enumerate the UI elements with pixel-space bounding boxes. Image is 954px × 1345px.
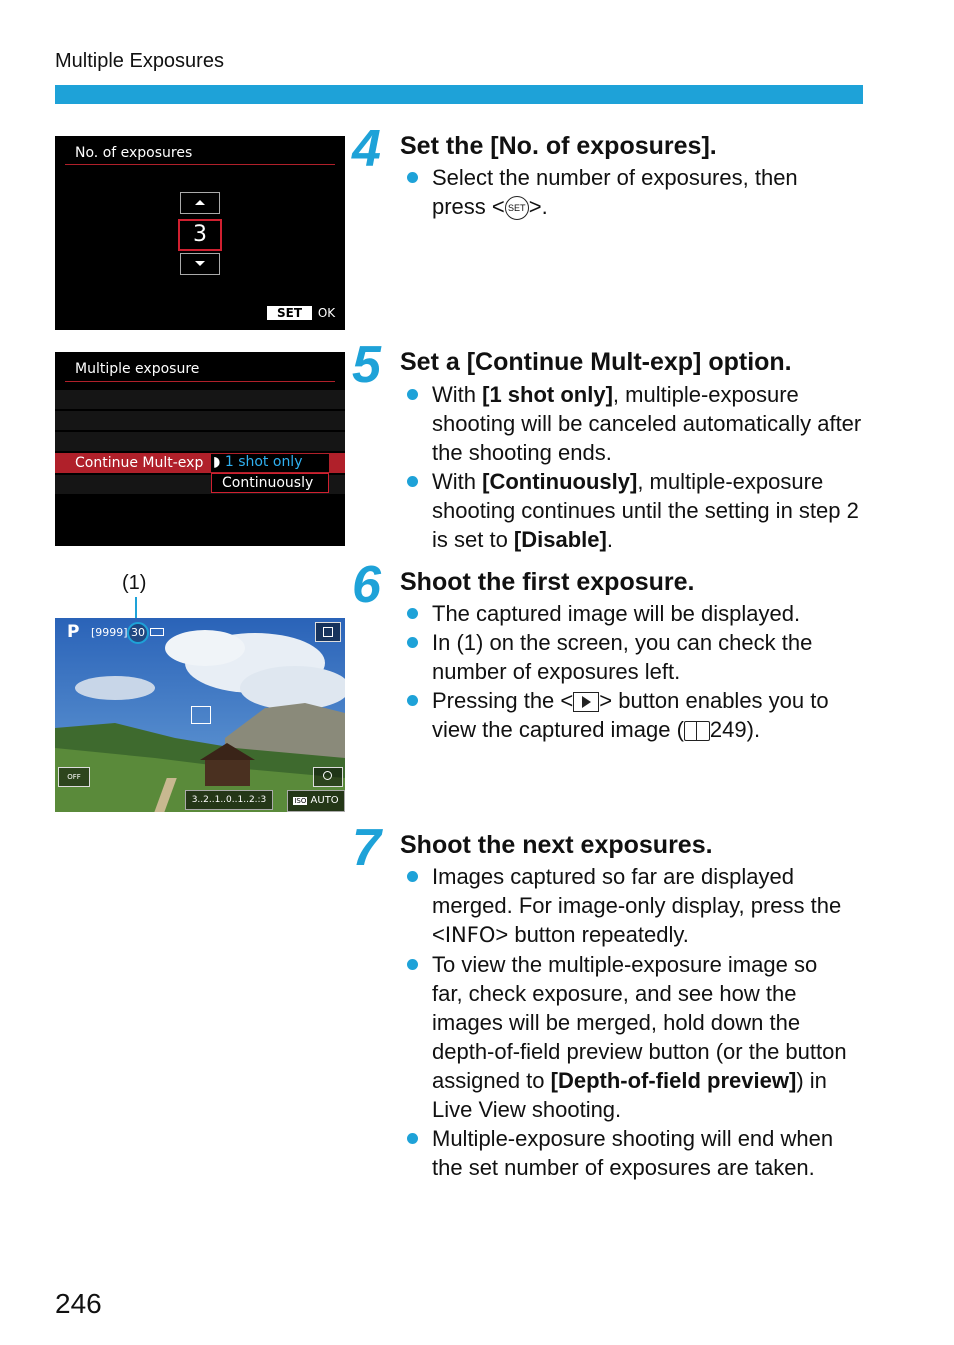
list-item: With [Continuously], multiple-exposure shooting continues until the setting in step 2 is set to [Disable].: [405, 467, 865, 554]
callout-label: (1): [122, 572, 147, 594]
af-off-icon[interactable]: OFF: [58, 767, 90, 787]
step-7-bullets: [405, 862, 850, 1182]
list-item: With [1 shot only], multiple-exposure shooting will be canceled automatically after the shooting ends.: [405, 380, 865, 467]
page-number: 246: [55, 1288, 102, 1319]
iso-indicator[interactable]: [287, 790, 345, 812]
book-reference-icon: [684, 721, 710, 741]
step-6-bullets: [405, 599, 855, 744]
step-6-number: 6: [352, 556, 381, 614]
step-5-title: Set a [Continue Mult-exp] option.: [400, 348, 792, 376]
list-item: Multiple-exposure shooting will end when the set number of exposures are taken.: [405, 1124, 850, 1182]
up-arrow-icon[interactable]: [180, 192, 220, 214]
option-continuously[interactable]: Continuously: [211, 473, 329, 493]
list-item: In (1) on the screen, you can check the number of exposures left.: [405, 628, 855, 686]
step-7-title: Shoot the next exposures.: [400, 831, 713, 859]
set-button-icon: SET: [505, 196, 529, 220]
header-bar: [55, 85, 863, 104]
step-4-bullets: [405, 163, 845, 221]
step-5-number: 5: [352, 336, 381, 394]
battery-icon: [150, 628, 164, 636]
option-1-shot-only[interactable]: ◗ 1 shot only: [211, 454, 329, 472]
set-ok-indicator: [267, 306, 335, 320]
quick-control-icon[interactable]: [315, 622, 341, 642]
screen-title: Multiple exposure: [75, 361, 200, 377]
shots-remaining: [9999]: [91, 626, 128, 639]
iso-value: AUTO: [310, 795, 339, 806]
af-point: [191, 706, 211, 724]
exposure-count-value[interactable]: 3: [178, 219, 222, 251]
list-item: Select the number of exposures, then press < SET >.: [405, 163, 845, 221]
step-4-title: Set the [No. of exposures].: [400, 132, 717, 160]
down-arrow-icon[interactable]: [180, 253, 220, 275]
magnify-icon[interactable]: [313, 767, 343, 787]
ok-label: OK: [317, 306, 336, 320]
set-label: SET: [267, 306, 312, 320]
screen-divider: [65, 381, 335, 382]
screen-multiple-exposure: [55, 352, 345, 546]
list-item: To view the multiple-exposure image so far, check exposure, and see how the images will be merged, hold down the depth-of-field preview button (or the button assigned to [Depth-of-field preview]) in Live View shooting.: [405, 950, 850, 1124]
exposure-meter: 3..2..1..0..1..2.:3: [185, 790, 273, 810]
running-header: Multiple Exposures: [55, 50, 224, 72]
list-item: Pressing the < > button enables you to view the captured image ( 249).: [405, 686, 855, 744]
step-6-title: Shoot the first exposure.: [400, 568, 695, 596]
screen-live-view: [55, 618, 345, 812]
screen-no-of-exposures: [55, 136, 345, 330]
option-label: 1 shot only: [224, 454, 303, 470]
playback-button-icon: [573, 692, 599, 712]
exposures-left: 30: [127, 622, 149, 644]
iso-label: ISO: [294, 797, 307, 805]
info-button-icon: INFO: [444, 923, 496, 947]
screen-divider: [65, 164, 335, 165]
shooting-mode: P: [67, 622, 80, 642]
screen-title: No. of exposures: [75, 145, 193, 161]
step-7-number: 7: [352, 819, 381, 877]
list-item: Images captured so far are displayed merged. For image-only display, press the <INFO> button repeatedly.: [405, 862, 850, 950]
step-4-number: 4: [352, 120, 381, 178]
row-label: Continue Mult-exp: [75, 455, 204, 471]
step-5-bullets: [405, 380, 865, 554]
list-item: The captured image will be displayed.: [405, 599, 855, 628]
